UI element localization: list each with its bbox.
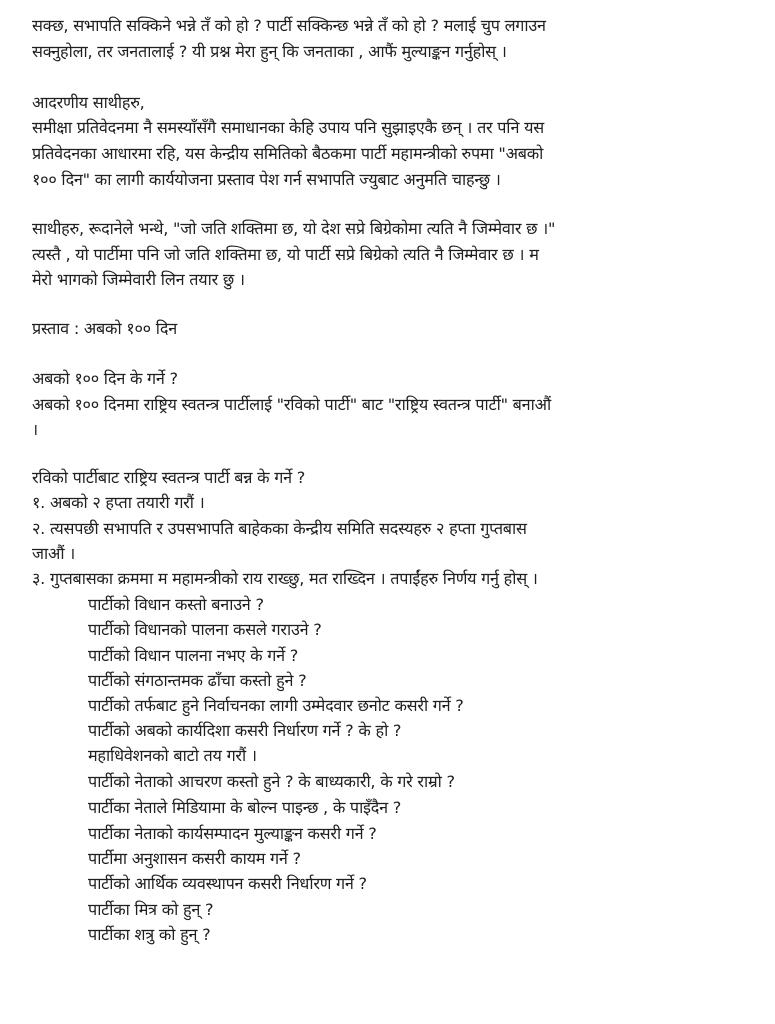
- question-item: पार्टीको नेताको आचरण कस्तो हुने ? के बाध्यकारी, के गरे राम्रो ?: [88, 772, 455, 791]
- text-line: त्यस्तै , यो पार्टीमा पनि जो जति शक्तिमा छ, यो पार्टी सप्रे बिग्रेको त्यति नै जिम्मेवार छ । म: [32, 245, 539, 264]
- question-item: पार्टीको अबको कार्यदिशा कसरी निर्धारण गर्ने ? के हो ?: [88, 721, 402, 740]
- question-item: पार्टीको संगठान्तमक ढाँचा कस्तो हुने ?: [88, 671, 307, 690]
- text-line: १०० दिन" का लागी कार्ययोजना प्रस्ताव पेश गर्न सभापति ज्युबाट अनुमति चाहन्छु ।: [32, 170, 501, 189]
- question-item: पार्टीको आर्थिक व्यवस्थापन कसरी निर्धारण गर्ने ?: [88, 874, 367, 893]
- question-item: पार्टीका शत्रु को हुन् ?: [88, 925, 211, 944]
- question-item: महाधिवेशनको बाटो तय गरौं ।: [88, 746, 257, 765]
- question-item: पार्टीको तर्फबाट हुने निर्वाचनका लागी उम्मेदवार छनोट कसरी गर्ने ?: [88, 696, 464, 715]
- question-item: पार्टीको विधानको पालना कसले गराउने ?: [88, 620, 322, 639]
- text-line: सक्नुहोला, तर जनतालाई ? यी प्रश्न मेरा हुन् कि जनताका , आफैं मुल्याङ्कन गर्नुहोस् ।: [32, 42, 507, 61]
- numbered-item: १. अबको २ हप्ता तयारी गरौं ।: [32, 493, 205, 512]
- section-heading: रविको पार्टीबाट राष्ट्रिय स्वतन्त्र पार्टी बन्न के गर्ने ?: [32, 468, 306, 487]
- proposal-heading: प्रस्ताव : अबको १०० दिन: [32, 319, 177, 338]
- numbered-item: २. त्यसपछी सभापति र उपसभापति बाहेकका केन्द्रीय समिति सदस्यहरु २ हप्ता गुप्तबास: [32, 519, 527, 538]
- text-line: सक्छ, सभापति सक्किने भन्ने तँ को हो ? पार्टी सक्किन्छ भन्ने तँ को हो ? मलाई चुप लगाउन: [32, 16, 546, 35]
- question-item: पार्टीमा अनुशासन कसरी कायम गर्ने ?: [88, 849, 301, 868]
- numbered-item: ३. गुप्तबासका क्रममा म महामन्त्रीको राय राख्छु, मत राख्दिन । तपाईंहरु निर्णय गर्नु होस् ।: [32, 569, 538, 588]
- section-heading: अबको १०० दिन के गर्ने ?: [32, 369, 178, 388]
- question-item: पार्टीका मित्र को हुन् ?: [88, 900, 214, 919]
- text-line: प्रतिवेदनका आधारमा रहि, यस केन्द्रीय समितिको बैठकमा पार्टी महामन्त्रीको रुपमा "अबको: [32, 144, 544, 163]
- text-line: जाऔं ।: [32, 544, 76, 563]
- question-item: पार्टीको विधान कस्तो बनाउने ?: [88, 595, 264, 614]
- question-item: पार्टीको विधान पालना नभए के गर्ने ?: [88, 646, 299, 665]
- text-line: मेरो भागको जिम्मेवारी लिन तयार छु ।: [32, 270, 245, 289]
- salutation: आदरणीय साथीहरु,: [32, 93, 145, 112]
- text-line: ।: [32, 420, 38, 439]
- text-line: साथीहरु, रूदानेले भन्थे, "जो जति शक्तिमा छ, यो देश सप्रे बिग्रेकोमा त्यति नै जिम्मेवार छ ।": [32, 219, 556, 238]
- text-line: समीक्षा प्रतिवेदनमा नै समस्याँसँगै समाधानका केहि उपाय पनि सुझाइएकै छन् । तर पनि यस: [32, 118, 544, 137]
- question-item: पार्टीका नेताले मिडियामा के बोल्न पाइन्छ , के पाइँदैन ?: [88, 798, 402, 817]
- text-line: अबको १०० दिनमा राष्ट्रिय स्वतन्त्र पार्टीलाई "रविको पार्टी" बाट "राष्ट्रिय स्वतन्त्र पार्टी" बनाऔं: [32, 395, 551, 414]
- question-item: पार्टीका नेताको कार्यसम्पादन मुल्याङ्कन कसरी गर्ने ?: [88, 824, 377, 843]
